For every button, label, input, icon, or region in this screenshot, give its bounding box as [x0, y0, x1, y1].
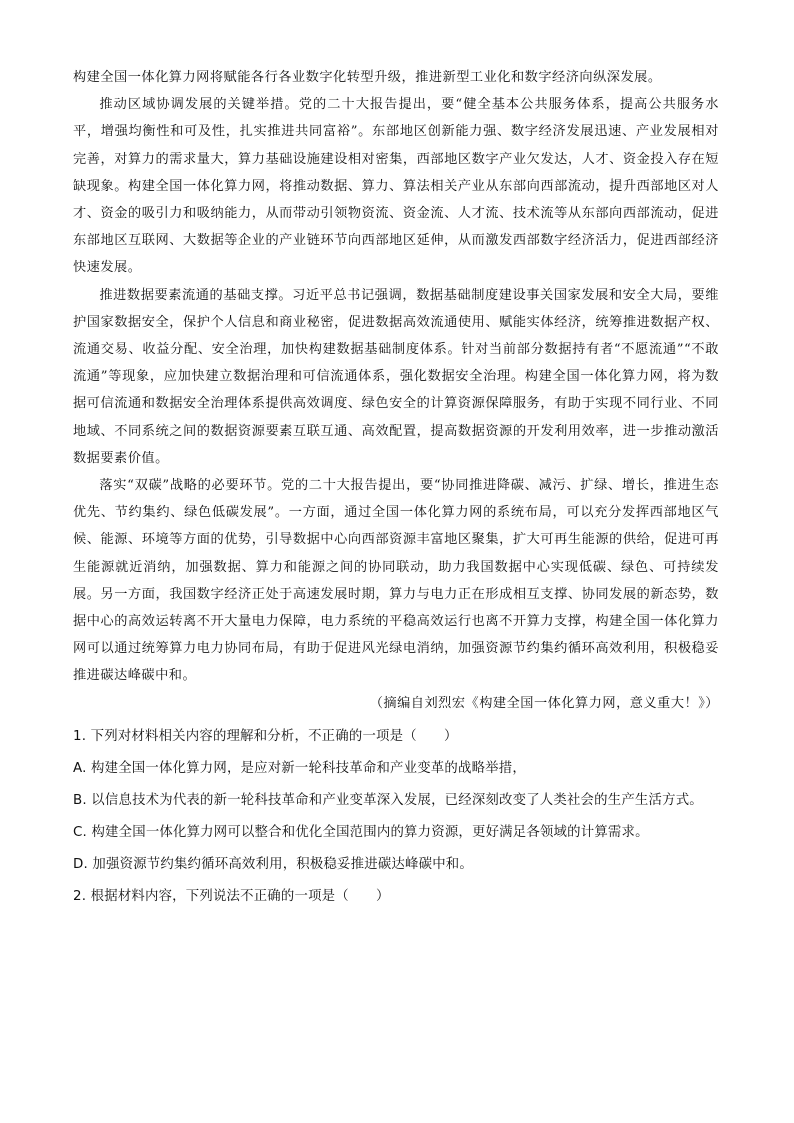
question-2-stem: 2. 根据材料内容，下列说法不正确的一项是（ ） — [73, 888, 390, 904]
questions-section — [73, 721, 719, 913]
article-source-citation: （摘编自刘烈宏《构建全国一体化算力网，意义重大！》） — [369, 695, 719, 711]
question-1-option-b: B. 以信息技术为代表的新一轮科技革命和产业变革深入发展，已经深刻改变了人类社会的生产生活方式。 — [73, 792, 703, 808]
question-1-stem: 1. 下列对材料相关内容的理解和分析，不正确的一项是（ ） — [73, 728, 458, 744]
document-page — [73, 64, 719, 913]
paragraph-regional-development: 推动区域协调发展的关键举措。党的二十大报告提出，要“健全基本公共服务体系，提高公共服务水平，增强均衡性和可及性，扎实推进共同富裕”。东部地区创新能力强、数字经济发展迅速、产业发展相对完善，对算力的需求量大，算力基础设施建设相对密集，西部地区数字产业欠发达，人才、资金投入存在短缺现象。构建全国一体化算力网，将推动数据、算力、算法相关产业从东部向西部流动，提升西部地区对人才、资金的吸引力和吸纳能力，从而带动引领物资流、资金流、人才流、技术流等从东部向西部流动，促进东部地区互联网、大数据等企业的产业链环节向西部地区延伸，从而激发西部数字经济活力，促进西部经济快速发展。 — [73, 97, 719, 276]
paragraph-intro-tail: 构建全国一体化算力网将赋能各行各业数字化转型升级，推进新型工业化和数字经济向纵深发展。 — [73, 70, 662, 85]
question-1-option-a: A. 构建全国一体化算力网，是应对新一轮科技革命和产业变革的战略举措， — [73, 760, 526, 776]
article-body — [73, 64, 719, 717]
paragraph-dual-carbon: 落实“双碳”战略的必要环节。党的二十大报告提出，要“协同推进降碳、减污、扩绿、增长，推进生态优先、节约集约、绿色低碳发展”。一方面，通过全国一体化算力网的系统布局，可以充分发挥西部地区气候、能源、环境等方面的优势，引导数据中心向西部资源丰富地区聚集，扩大可再生能源的供给，促进可再生能源就近消纳，加强数据、算力和能源之间的协同联动，助力我国数据中心实现低碳、绿色、可持续发展。另一方面，我国数字经济正处于高速发展时期，算力与电力正在形成相互支撑、协同发展的新态势，数据中心的高效运转离不开大量电力保障，电力系统的平稳高效运行也离不开算力支撑，构建全国一体化算力网可以通过统筹算力电力协同布局，有助于促进风光绿电消纳，加强资源节约集约循环高效利用，积极稳妥推进碳达峰碳中和。 — [73, 478, 719, 684]
question-1-option-d: D. 加强资源节约集约循环高效利用，积极稳妥推进碳达峰碳中和。 — [73, 856, 473, 872]
question-1-option-c: C. 构建全国一体化算力网可以整合和优化全国范围内的算力资源，更好满足各领域的计算需求。 — [73, 824, 649, 840]
paragraph-data-circulation: 推进数据要素流通的基础支撑。习近平总书记强调，数据基础制度建设事关国家发展和安全大局，要维护国家数据安全，保护个人信息和商业秘密，促进数据高效流通使用、赋能实体经济，统筹推进数据产权、流通交易、收益分配、安全治理，加快构建数据基础制度体系。针对当前部分数据持有者“不愿流通”“不敢流通”等现象，应加快建立数据治理和可信流通体系，强化数据安全治理。构建全国一体化算力网，将为数据可信流通和数据安全治理体系提供高效调度、绿色安全的计算资源保障服务，有助于实现不同行业、不同地域、不同系统之间的数据资源要素互联互通、高效配置，提高数据资源的开发利用效率，进一步推动激活数据要素价值。 — [73, 287, 719, 466]
